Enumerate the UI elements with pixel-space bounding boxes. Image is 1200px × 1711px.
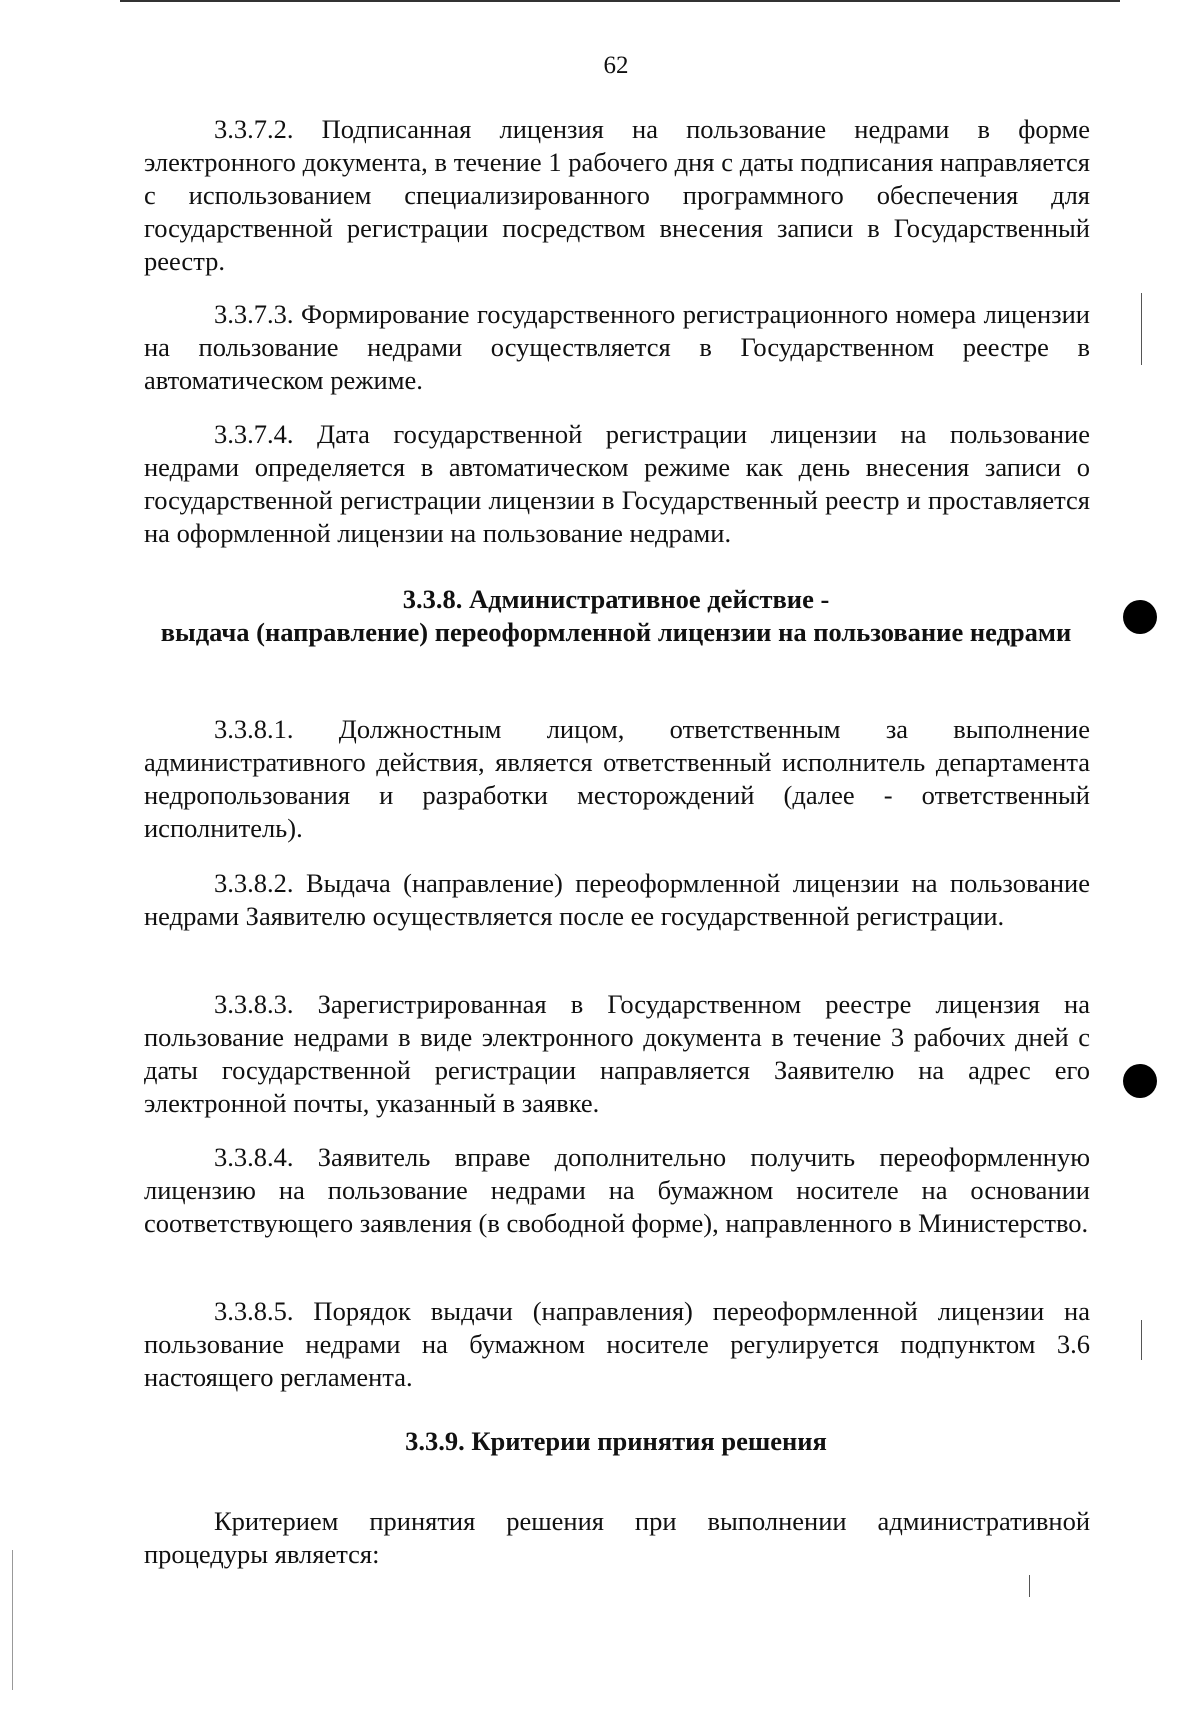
paragraph-3-3-8-3: 3.3.8.3. Зарегистрированная в Государственном реестре лицензия на пользование недрами в виде электронного документа в течение 3 рабочих дней с даты государственной регистрации направляется Заявителю на адрес его электронной почты, указанный в заявке. xyxy=(144,989,1090,1118)
paragraph-criterion: Критерием принятия решения при выполнении административной процедуры является: xyxy=(144,1506,1090,1569)
section-heading-3-3-8-line1: 3.3.8. Административное действие - xyxy=(402,584,830,614)
paragraph-3-3-8-1: 3.3.8.1. Должностным лицом, ответственным за выполнение административного действия, является ответственный исполнитель департамента недропользования и разработки месторождений (далее - ответственный исполнитель). xyxy=(144,714,1090,843)
section-heading-3-3-9: 3.3.9. Критерии принятия решения xyxy=(405,1426,827,1456)
section-heading-3-3-8 xyxy=(140,583,1092,649)
paragraph-3-3-8-5: 3.3.8.5. Порядок выдачи (направления) переоформленной лицензии на пользование недрами на бумажном носителе регулируется подпунктом 3.6 настоящего регламента. xyxy=(144,1296,1090,1392)
paragraph-3-3-8-4: 3.3.8.4. Заявитель вправе дополнительно получить переоформленную лицензию на пользование недрами на бумажном носителе на основании соответствующего заявления (в свободной форме), направленного в Министерство. xyxy=(144,1142,1090,1238)
paragraph-3-3-8-2: 3.3.8.2. Выдача (направление) переоформленной лицензии на пользование недрами Заявителю осуществляется после ее государственной регистрации. xyxy=(144,868,1090,931)
paragraph-3-3-7-3: 3.3.7.3. Формирование государственного регистрационного номера лицензии на пользование недрами осуществляется в Государственном реестре в автоматическом режиме. xyxy=(144,299,1090,395)
scan-artifact-line xyxy=(1141,1320,1142,1360)
paragraph-3-3-7-2: 3.3.7.2. Подписанная лицензия на пользование недрами в форме электронного документа, в течение 1 рабочего дня с даты подписания направляется с использованием специализированного программного обеспечения для государственной регистрации посредством внесения записи в Государственный реестр. xyxy=(144,114,1090,276)
punch-hole-mark xyxy=(1123,600,1157,634)
scan-artifact-line xyxy=(12,1550,13,1690)
top-edge-rule xyxy=(120,0,1120,2)
page-number: 62 xyxy=(603,52,629,79)
paragraph-3-3-7-4: 3.3.7.4. Дата государственной регистрации лицензии на пользование недрами определяется в автоматическом режиме как день внесения записи о государственной регистрации лицензии в Государственный реестр и проставляется на оформленной лицензии на пользование недрами. xyxy=(144,419,1090,548)
scan-artifact-line xyxy=(1029,1575,1030,1597)
scan-artifact-line xyxy=(1141,293,1142,365)
punch-hole-mark xyxy=(1123,1064,1157,1098)
section-heading-3-3-8-line2: выдача (направление) переоформленной лицензии на пользование недрами xyxy=(160,617,1072,647)
